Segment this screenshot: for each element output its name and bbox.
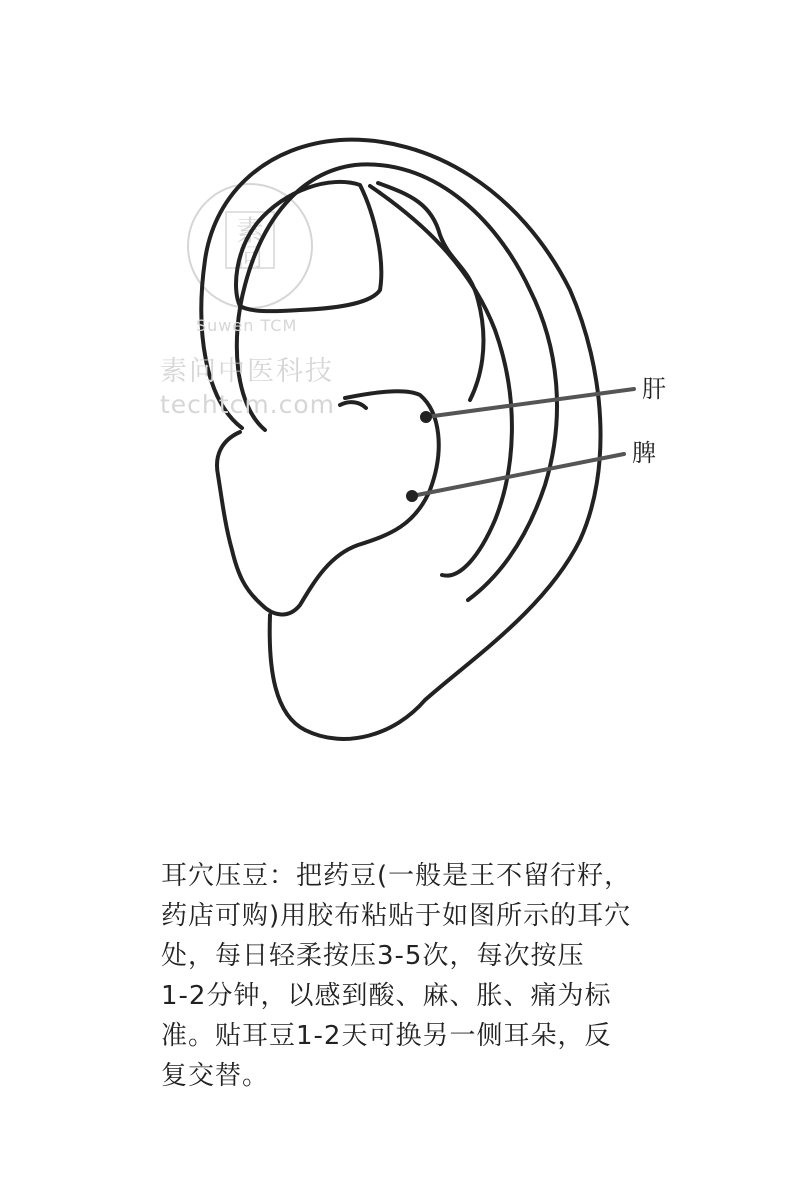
liver-pointer-line (426, 389, 634, 417)
watermark-domain: techtcm.com (160, 390, 336, 419)
ear-antihelix-ridge (378, 183, 483, 400)
watermark-seal-name: Suwen TCM (196, 316, 298, 335)
watermark-company: 素问中医科技 (160, 356, 334, 387)
ear-antihelix-crus (370, 186, 512, 576)
watermark-seal-char-2: 问 (236, 243, 264, 273)
ear-tragus-notch (340, 402, 366, 408)
spleen-pointer-line (412, 454, 624, 496)
watermark-seal-char-1: 素 (235, 214, 265, 247)
liver-point (420, 411, 432, 423)
ear-concha (217, 391, 439, 614)
spleen-label: 脾 (632, 439, 656, 467)
spleen-point (406, 490, 418, 502)
liver-label: 肝 (642, 375, 666, 403)
instruction-caption: 耳穴压豆：把药豆(一般是王不留行籽， 药店可购)用胶布粘贴于如图所示的耳穴 处，每日轻柔按压3-5次，每次按压 1-2分钟，以感到酸、麻、胀、痛为标 准。贴耳豆1-2天可换另一侧耳朵，反 复交替。 (161, 861, 632, 1091)
